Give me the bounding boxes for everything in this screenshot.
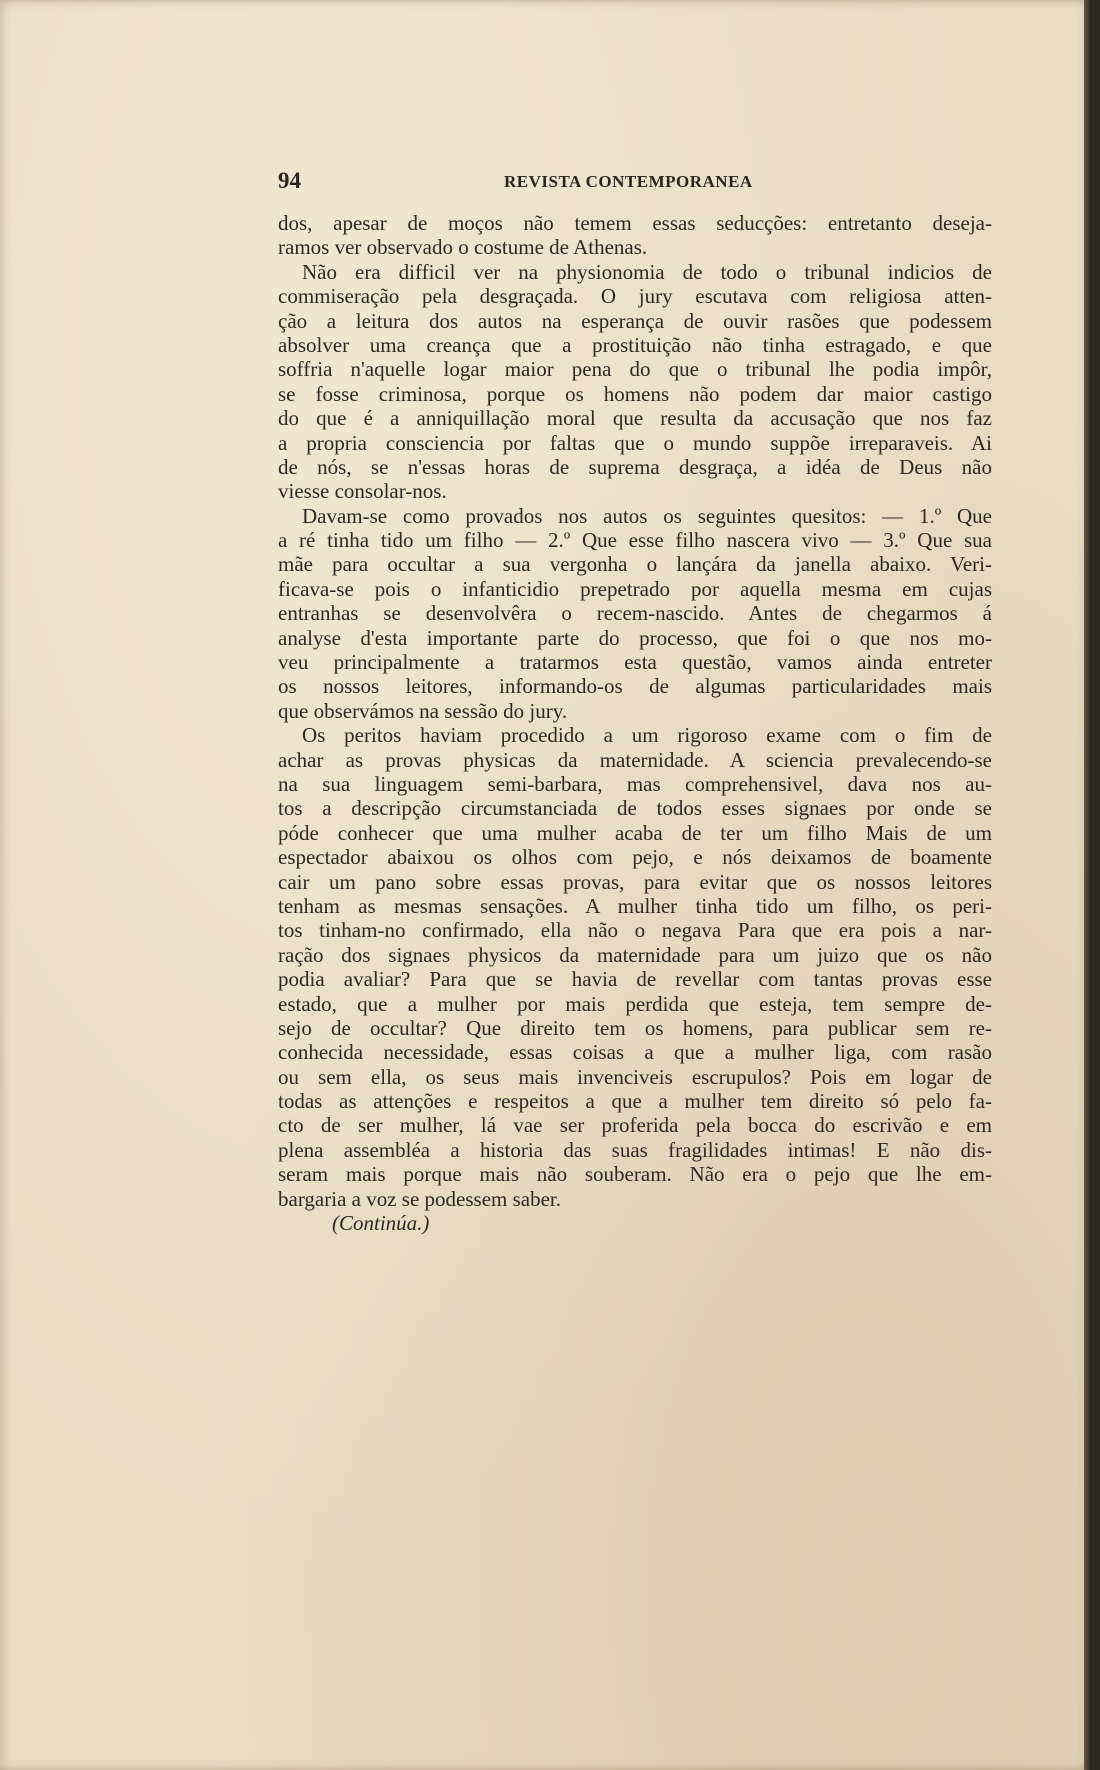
text-line: ração dos signaes physicos da maternidade para um juizo que os não [278,942,992,967]
text-line: sejo de occultar? Que direito tem os homens, para publicar sem re- [278,1015,992,1040]
text-line: veu principalmente a tratarmos esta questão, vamos ainda entreter [278,650,992,675]
text-line: os nossos leitores, informando-os de algumas particularidades mais [278,674,992,699]
text-line: a ré tinha tido um filho — 2.º Que esse filho nascera vivo — 3.º Que sua [278,528,992,553]
text-line: plena assembléa a historia das suas fragilidades intimas! E não dis- [278,1137,992,1162]
text-line: que observámos na sessão do jury. [278,698,568,723]
text-line: tenham as mesmas sensações. A mulher tinha tido um filho, os peri- [278,893,992,918]
text-line: tos tinham-no confirmado, ella não o negava Para que era pois a nar- [278,918,992,943]
text-line: ficava-se pois o infanticidio prepetrado por aquella mesma em cujas [278,576,992,601]
text-line: todas as attenções e respeitos a que a mulher tem direito só pelo fa- [278,1089,992,1114]
text-line: analyse d'esta importante parte do processo, que foi o que nos mo- [278,625,992,650]
text-line: ramos ver observado o costume de Athenas. [278,235,648,260]
text-line: ção a leitura dos autos na esperança de ouvir rasões que podessem [278,308,992,333]
text-line: absolver uma creança que a prostituição não tinha estragado, e que [278,332,992,357]
text-line: do que é a anniquillação moral que resulta da accusação que nos faz [278,406,992,431]
continua-note: (Continúa.) [332,1211,430,1236]
text-line: bargaria a voz se podessem saber. [278,1186,562,1211]
text-line: conhecida necessidade, essas coisas a que a mulher liga, com rasão [278,1040,992,1065]
text-line: Os peritos haviam procedido a um rigoroso exame com o fim de [302,723,992,748]
text-line: a propria consciencia por faltas que o mundo suppõe irreparaveis. Ai [278,430,992,455]
text-line: mãe para occultar a sua vergonha o lançára da janella abaixo. Veri- [278,552,992,577]
text-line: podia avaliar? Para que se havia de revellar com tantas provas esse [278,967,992,992]
text-line: se fosse criminosa, porque os homens não podem dar maior castigo [278,381,992,406]
text-line: commiseração pela desgraçada. O jury escutava com religiosa atten- [278,284,992,309]
text-line: cto de ser mulher, lá vae ser proferida pela bocca do escrivão e em [278,1113,992,1138]
text-line: de nós, se n'essas horas de suprema desgraça, a idéa de Deus não [278,454,992,479]
text-line: achar as provas physicas da maternidade. A sciencia prevalecendo-se [278,747,992,772]
text-line: na sua linguagem semi-barbara, mas comprehensivel, dava nos au- [278,771,992,796]
page-header [278,168,992,198]
text-line: espectador abaixou os olhos com pejo, e nós deixamos de boamente [278,845,992,870]
text-line: estado, que a mulher por mais perdida que esteja, tem sempre de- [278,991,992,1016]
running-title: REVISTA CONTEMPORANEA [504,172,753,191]
text-line: seram mais porque mais não souberam. Não era o pejo que lhe em- [278,1162,992,1187]
text-line: Davam-se como provados nos autos os seguintes quesitos: — 1.º Que [302,503,992,528]
article-body [278,211,992,1235]
text-line: soffria n'aquelle logar maior pena do que o tribunal lhe podia impôr, [278,357,992,382]
text-line: póde conhecer que uma mulher acaba de ter um filho Mais de um [278,820,992,845]
text-line: entranhas se desenvolvêra o recem-nascido. Antes de chegarmos á [278,601,992,626]
page-number: 94 [278,168,301,193]
text-line: cair um pano sobre essas provas, para evitar que os nossos leitores [278,869,992,894]
text-line: tos a descripção circumstanciada de todos esses signaes por onde se [278,796,992,821]
text-line: dos, apesar de moços não temem essas seducções: entretanto deseja- [278,211,992,235]
page-edge [1084,0,1092,1770]
text-line: viesse consolar-nos. [278,479,447,504]
text-line: ou sem ella, os seus mais invenciveis escrupulos? Pois em logar de [278,1064,992,1089]
text-line: Não era difficil ver na physionomia de todo o tribunal indicios de [302,259,992,284]
